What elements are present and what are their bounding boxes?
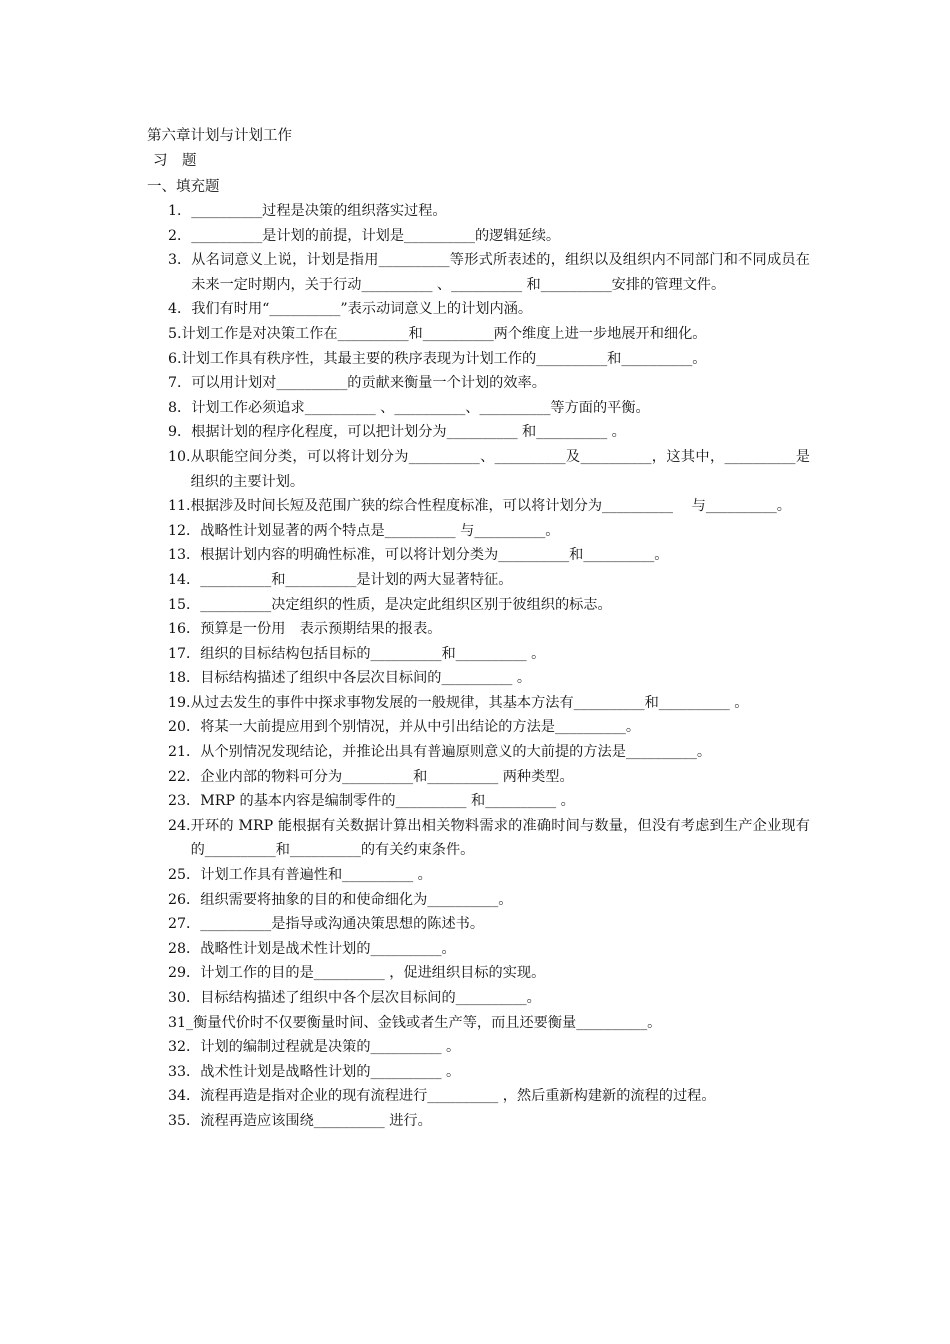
question-item — [168, 494, 810, 519]
question-item — [168, 888, 810, 913]
question-text: 根据计划内容的明确性标准，可以将计划分类为__________和__________。 — [200, 547, 669, 564]
question-item — [168, 1011, 810, 1036]
question-number: 7． — [168, 375, 192, 392]
question-number: 31_ — [168, 1014, 194, 1031]
question-item — [168, 347, 810, 372]
question-item — [168, 420, 810, 445]
question-number: 3． — [168, 252, 192, 269]
question-text: 战略性计划显著的两个特点是__________ 与__________。 — [200, 522, 560, 539]
question-item — [168, 1060, 810, 1085]
question-number: 25． — [168, 867, 201, 884]
question-text: 衡量代价时不仅要衡量时间、金钱或者生产等，而且还要衡量__________。 — [193, 1014, 662, 1031]
question-number: 4． — [168, 301, 192, 318]
question-item — [168, 568, 810, 593]
question-item — [168, 937, 810, 962]
question-text: 组织的目标结构包括目标的__________和__________ 。 — [200, 645, 546, 662]
question-item — [168, 371, 810, 396]
question-item — [168, 1109, 810, 1134]
question-text: 可以用计划对__________的贡献来衡量一个计划的效率。 — [191, 375, 546, 392]
question-number: 19. — [168, 694, 191, 711]
question-text: 组织需要将抽象的目的和使命细化为__________。 — [200, 891, 513, 908]
question-item — [168, 642, 810, 667]
question-number: 14． — [168, 571, 201, 588]
question-number: 9． — [168, 424, 192, 441]
question-number: 10. — [168, 448, 191, 465]
question-text: 企业内部的物料可分为__________和__________ 两种类型。 — [200, 768, 574, 785]
question-item — [168, 961, 810, 986]
question-text: 根据计划的程序化程度，可以把计划分为__________ 和__________ 。 — [191, 424, 626, 441]
question-number: 20． — [168, 719, 201, 736]
question-item — [168, 912, 810, 937]
exercise-heading: 习 题 — [153, 153, 197, 169]
question-item — [168, 297, 810, 322]
question-number: 29． — [168, 965, 201, 982]
question-text: 预算是一份用 表示预期结果的报表。 — [200, 621, 442, 638]
question-number: 11. — [168, 498, 191, 515]
question-text: 计划工作的目的是__________ ，促进组织目标的实现。 — [200, 965, 546, 982]
question-text: 战术性计划是战略性计划的__________ 。 — [200, 1063, 461, 1080]
chapter-title: 第六章计划与计划工作 — [147, 128, 292, 144]
question-text: 将某一大前提应用到个别情况，并从中引出结论的方法是__________。 — [200, 719, 641, 736]
question-number: 8． — [168, 399, 192, 416]
question-text: 开环的 MRP 能根据有关数据计算出相关物料需求的准确时间与数量，但没有考虑到生产企业现有的__________和__________的有关约束条件。 — [190, 817, 810, 859]
question-item — [168, 715, 810, 740]
question-number: 15． — [168, 596, 201, 613]
question-text: __________是指导或沟通决策思想的陈述书。 — [200, 916, 485, 933]
question-text: 从个别情况发现结论，并推论出具有普遍原则意义的大前提的方法是__________。 — [200, 744, 712, 761]
question-number: 17． — [168, 645, 201, 662]
question-text: 我们有时用“__________”表示动词意义上的计划内涵。 — [191, 301, 533, 318]
question-item — [168, 863, 810, 888]
question-text: 计划工作具有普遍性和__________ 。 — [200, 867, 432, 884]
question-number: 18． — [168, 670, 201, 687]
question-text: 从名词意义上说，计划是指用__________等形式所表述的，组织以及组织内不同部门和不同成员在未来一定时期内，关于行动__________ 、__________ 和__________安排的管理文件。 — [191, 252, 810, 293]
question-item — [168, 593, 810, 618]
question-item — [168, 765, 810, 790]
question-text: 流程再造是指对企业的现有流程进行__________ ，然后重新构建新的流程的过程。 — [200, 1088, 716, 1105]
question-text: 战略性计划是战术性计划的__________。 — [200, 940, 456, 957]
question-item — [168, 814, 810, 863]
question-number: 30． — [168, 990, 201, 1006]
question-text: 目标结构描述了组织中各层次目标间的__________ 。 — [200, 670, 532, 687]
question-number: 23． — [168, 793, 201, 810]
question-number: 34． — [168, 1088, 201, 1105]
question-text: MRP 的基本内容是编制零件的__________ 和__________ 。 — [200, 793, 575, 810]
question-item — [168, 248, 810, 297]
question-item — [168, 445, 810, 494]
question-item — [168, 396, 810, 421]
question-number: 2． — [168, 227, 192, 244]
question-number: 27． — [168, 916, 201, 933]
question-list — [168, 199, 810, 1134]
question-item — [168, 617, 810, 642]
question-number: 32． — [168, 1039, 201, 1056]
question-number: 13． — [168, 547, 201, 564]
question-item — [168, 1084, 810, 1109]
question-text: 计划工作具有秩序性，其最主要的秩序表现为计划工作的__________和__________。 — [181, 350, 707, 367]
question-number: 28． — [168, 940, 201, 957]
question-text: 目标结构描述了组织中各个层次目标间的__________。 — [200, 990, 541, 1006]
question-text: 从过去发生的事件中探求事物发展的一般规律，其基本方法有__________和__________ 。 — [190, 694, 749, 711]
question-number: 16． — [168, 621, 201, 638]
question-number: 6. — [168, 350, 182, 367]
question-text: 根据涉及时间长短及范围广狭的综合性程度标准，可以将计划分为__________ 与__________。 — [190, 498, 791, 515]
question-number: 1． — [168, 203, 192, 219]
question-text: 计划的编制过程就是决策的__________ 。 — [200, 1039, 461, 1056]
question-text: __________是计划的前提，计划是__________的逻辑延续。 — [191, 227, 561, 244]
question-text: 流程再造应该围绕__________ 进行。 — [200, 1112, 432, 1129]
question-text: __________决定组织的性质，是决定此组织区别于彼组织的标志。 — [200, 596, 612, 613]
question-text: 从职能空间分类，可以将计划分为__________、__________及__________，这其中，__________是组织的主要计划。 — [190, 448, 810, 490]
question-number: 21． — [168, 744, 201, 761]
question-text: __________和__________是计划的两大显著特征。 — [200, 571, 513, 588]
question-number: 35． — [168, 1112, 201, 1129]
question-text: 计划工作必须追求__________ 、__________、__________等方面的平衡。 — [191, 399, 650, 416]
question-item — [168, 519, 810, 544]
question-item — [168, 666, 810, 691]
question-number: 26． — [168, 891, 201, 908]
question-number: 22． — [168, 768, 201, 785]
question-item — [168, 1035, 810, 1060]
question-text: 计划工作是对决策工作在__________和__________两个维度上进一步地展开和细化。 — [181, 325, 707, 342]
question-number: 5. — [168, 325, 182, 342]
question-number: 33． — [168, 1063, 201, 1080]
question-item — [168, 224, 810, 249]
question-text: __________过程是决策的组织落实过程。 — [191, 203, 447, 219]
question-item — [168, 789, 810, 814]
question-item — [168, 740, 810, 765]
question-number: 24. — [168, 817, 191, 834]
question-item — [168, 543, 810, 568]
question-number: 12． — [168, 522, 201, 539]
question-item — [168, 322, 810, 347]
question-item — [168, 199, 810, 224]
section-heading: 一、填充题 — [147, 179, 220, 195]
question-item — [168, 691, 810, 716]
question-item — [168, 986, 810, 1011]
